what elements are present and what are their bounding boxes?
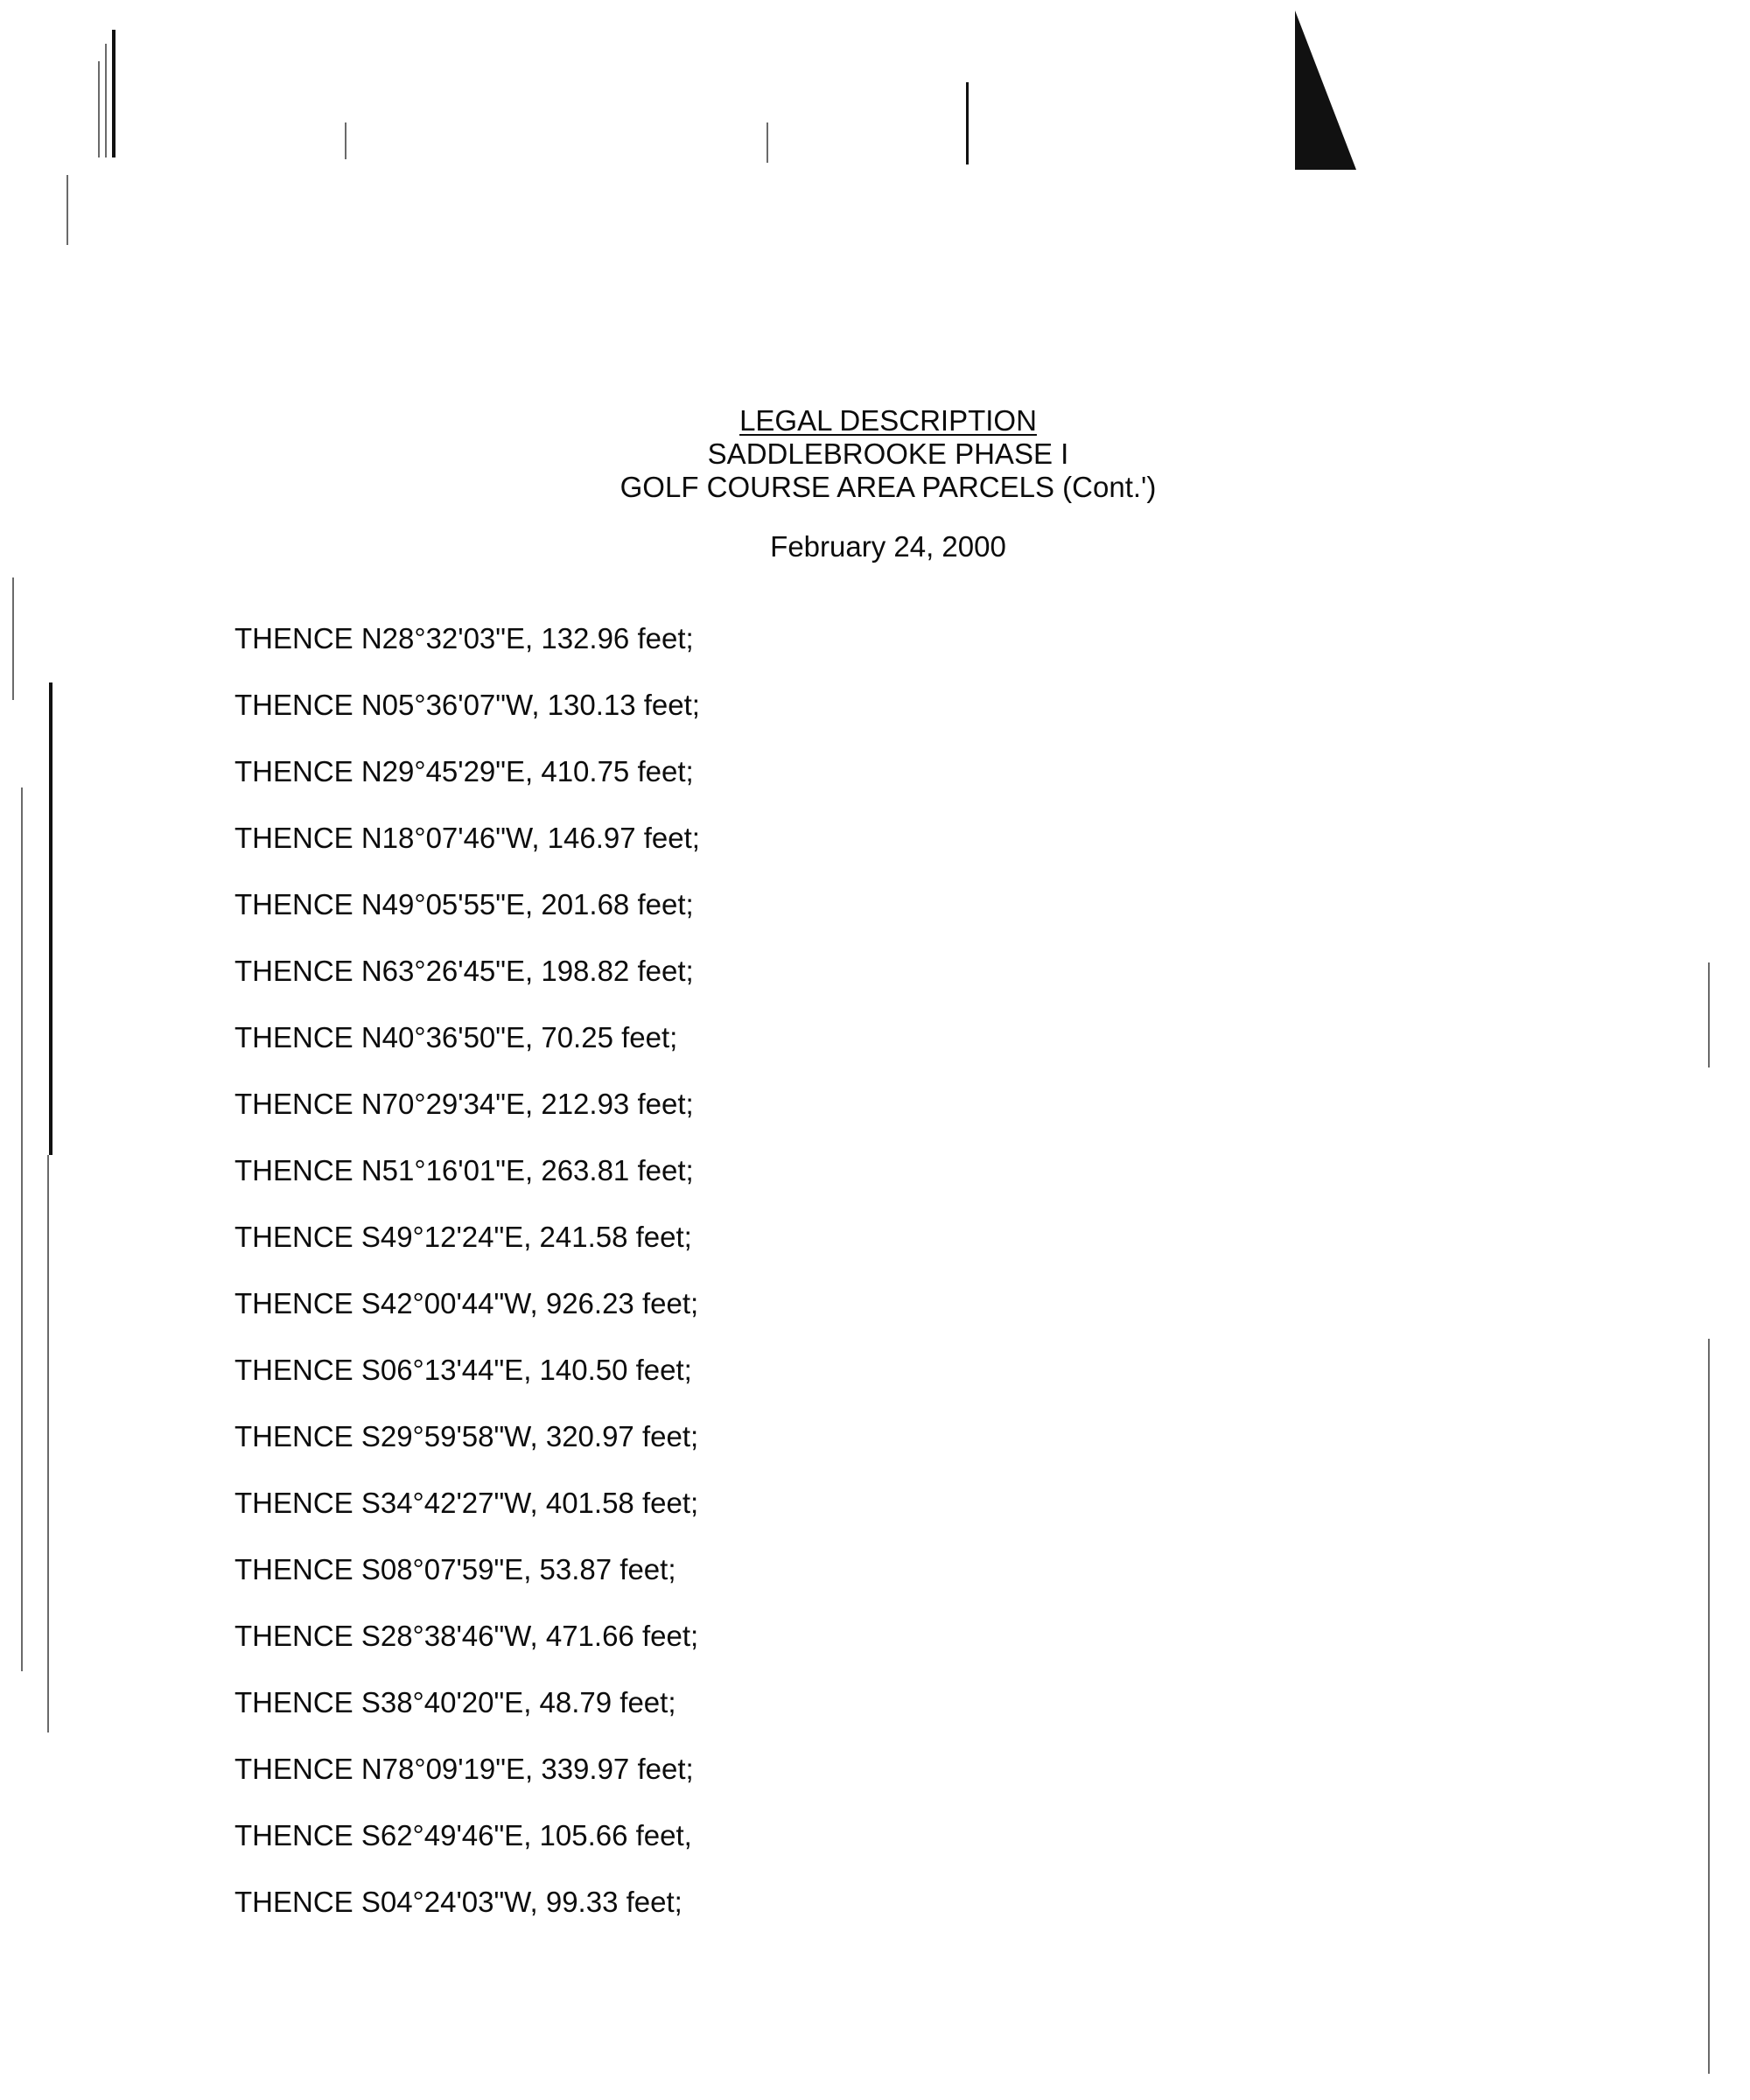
course-line: THENCE S04°24'03"W, 99.33 feet; — [234, 1886, 682, 1918]
course-line: THENCE N78°09'19"E, 339.97 feet; — [234, 1753, 694, 1785]
scan-edge-line — [49, 682, 52, 1155]
scan-edge-line — [1708, 962, 1710, 1068]
legal-description-title: LEGAL DESCRIPTION — [739, 404, 1037, 437]
course-line: THENCE S62°49'46"E, 105.66 feet, — [234, 1819, 692, 1852]
scan-edge-line — [66, 175, 68, 245]
course-line: THENCE N49°05'55"E, 201.68 feet; — [234, 888, 694, 920]
document-header — [525, 404, 1251, 564]
scan-tick-mark — [966, 82, 969, 164]
parcels-heading: GOLF COURSE AREA PARCELS (Cont.') — [620, 471, 1157, 503]
scan-edge-line — [12, 578, 14, 700]
course-line: THENCE S42°00'44"W, 926.23 feet; — [234, 1287, 699, 1320]
scan-edge-line — [98, 61, 100, 158]
course-line: THENCE N70°29'34"E, 212.93 feet; — [234, 1088, 694, 1120]
course-line: THENCE S06°13'44"E, 140.50 feet; — [234, 1354, 692, 1386]
course-line: THENCE N29°45'29"E, 410.75 feet; — [234, 755, 694, 788]
course-line: THENCE S38°40'20"E, 48.79 feet; — [234, 1686, 676, 1718]
course-line: THENCE S29°59'58"W, 320.97 feet; — [234, 1420, 699, 1452]
course-line: THENCE N18°07'46"W, 146.97 feet; — [234, 822, 700, 854]
document-date: February 24, 2000 — [770, 530, 1006, 563]
course-line: THENCE S28°38'46"W, 471.66 feet; — [234, 1620, 699, 1652]
corner-tab-mark — [1293, 10, 1356, 170]
scan-edge-line — [47, 1155, 49, 1732]
scan-edge-line — [105, 44, 107, 158]
course-line: THENCE S08°07'59"E, 53.87 feet; — [234, 1553, 676, 1586]
scan-edge-line — [112, 30, 116, 158]
scan-edge-line — [21, 788, 23, 1671]
scan-tick-mark — [345, 122, 346, 159]
scan-tick-mark — [766, 122, 768, 163]
course-line: THENCE S34°42'27"W, 401.58 feet; — [234, 1487, 699, 1519]
subdivision-name: SADDLEBROOKE PHASE I — [707, 438, 1069, 470]
scan-edge-line — [1708, 1339, 1710, 2074]
course-line: THENCE N40°36'50"E, 70.25 feet; — [234, 1021, 678, 1054]
course-line: THENCE N28°32'03"E, 132.96 feet; — [234, 622, 694, 654]
course-line: THENCE N63°26'45"E, 198.82 feet; — [234, 955, 694, 987]
course-line: THENCE N05°36'07"W, 130.13 feet; — [234, 689, 700, 721]
course-line: THENCE S49°12'24"E, 241.58 feet; — [234, 1221, 692, 1253]
course-line: THENCE N51°16'01"E, 263.81 feet; — [234, 1154, 694, 1186]
course-list — [234, 621, 700, 1951]
